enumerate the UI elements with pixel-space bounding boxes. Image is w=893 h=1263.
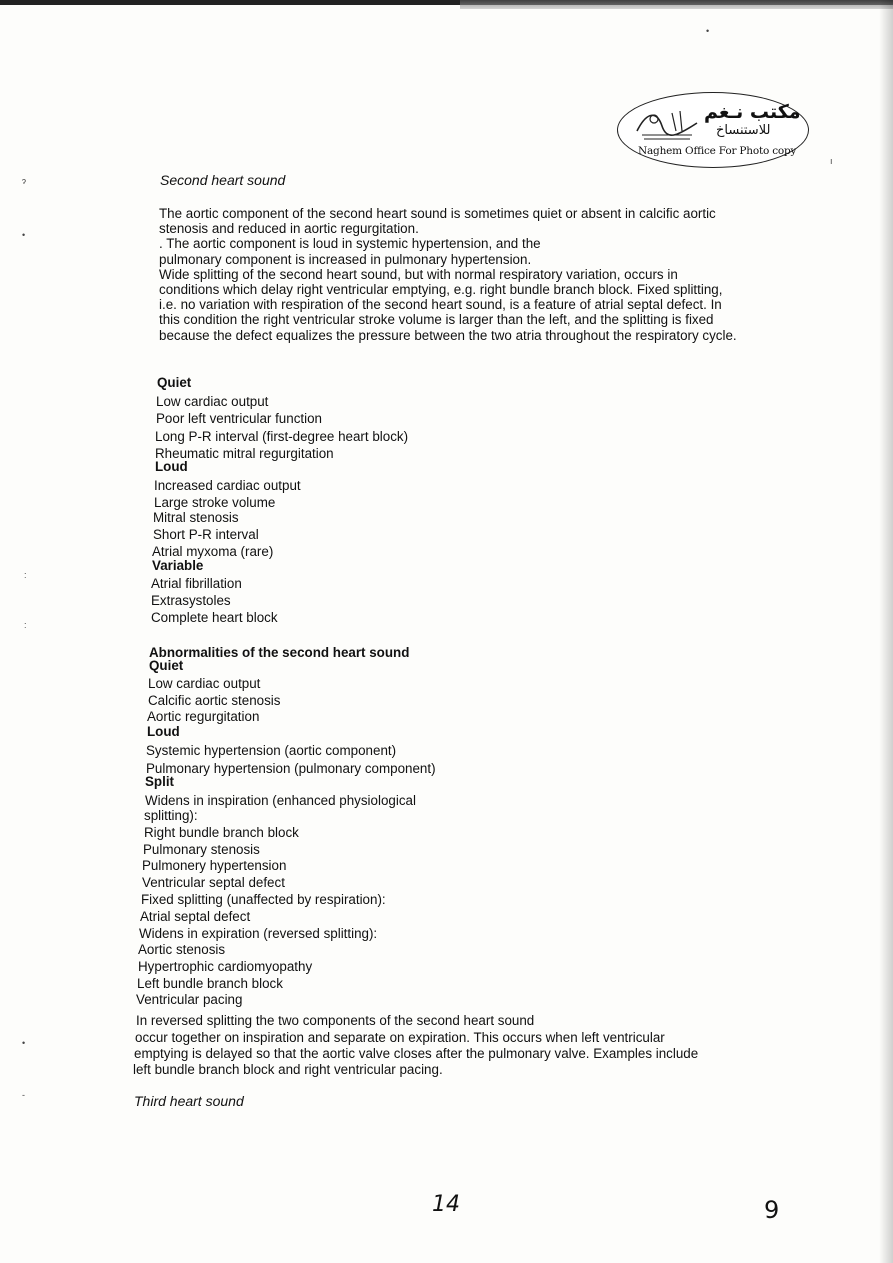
stamp-signature-icon bbox=[632, 101, 702, 143]
list-item: occur together on inspiration and separate on expiration. This occurs when left ventricular bbox=[135, 1030, 665, 1045]
list-item: Aortic stenosis bbox=[138, 942, 226, 957]
list-item: Low cardiac output bbox=[156, 394, 269, 409]
list-item: Rheumatic mitral regurgitation bbox=[155, 446, 334, 461]
paragraph-line: this condition the right ventricular stroke volume is larger than the left, and the splitting is fixed bbox=[159, 312, 714, 328]
margin-speck: : bbox=[24, 620, 27, 630]
scan-top-shadow bbox=[460, 0, 893, 9]
heading-loud: Loud bbox=[147, 724, 180, 739]
second-heart-sound-paragraph bbox=[159, 206, 779, 343]
list-item: Mitral stenosis bbox=[153, 510, 239, 525]
list-item: Short P-R interval bbox=[153, 527, 259, 542]
list-item: Widens in inspiration (enhanced physiological bbox=[145, 793, 416, 808]
stamp-english-text: Naghem Office For Photo copy bbox=[638, 145, 797, 157]
paragraph-line: The aortic component of the second heart sound is sometimes quiet or absent in calcific aortic bbox=[159, 206, 716, 221]
margin-speck: - bbox=[22, 1090, 25, 1100]
margin-speck: ɂ bbox=[22, 176, 27, 186]
list-item: Widens in expiration (reversed splitting): bbox=[139, 926, 378, 941]
page-number: 14 bbox=[432, 1192, 460, 1217]
section-title-third-heart-sound: Third heart sound bbox=[134, 1093, 244, 1109]
heading-loud: Loud bbox=[155, 459, 188, 474]
paragraph-line: i.e. no variation with respiration of the second heart sound, is a feature of atrial septal defect. In bbox=[159, 297, 722, 313]
list-item: Long P-R interval (first-degree heart block) bbox=[155, 429, 409, 444]
paragraph-line: stenosis and reduced in aortic regurgitation. bbox=[159, 221, 419, 237]
list-item: Hypertrophic cardiomyopathy bbox=[138, 959, 313, 974]
list-item: Complete heart block bbox=[151, 610, 278, 625]
list-item: splitting): bbox=[144, 808, 198, 823]
paragraph-line: . The aortic component is loud in systemic hypertension, and the bbox=[159, 236, 541, 252]
list-item: Low cardiac output bbox=[148, 676, 261, 691]
scan-right-shadow bbox=[879, 0, 893, 1263]
paragraph-line: Wide splitting of the second heart sound, but with normal respiratory variation, occurs in bbox=[159, 266, 678, 282]
list-item: Pulmonary hypertension (pulmonary component) bbox=[146, 761, 436, 776]
heading-quiet: Quiet bbox=[149, 658, 184, 673]
heading-abnormalities: Abnormalities of the second heart sound bbox=[149, 645, 410, 660]
list-item: Poor left ventricular function bbox=[156, 411, 322, 426]
list-item: Pulmonary stenosis bbox=[143, 842, 260, 857]
list-item: left bundle branch block and right ventricular pacing. bbox=[133, 1062, 443, 1077]
list-item: Extrasystoles bbox=[151, 593, 231, 608]
margin-speck: • bbox=[22, 230, 26, 240]
paragraph-line: conditions which delay right ventricular emptying, e.g. right bundle branch block. Fixed splitting, bbox=[159, 282, 723, 298]
heading-quiet: Quiet bbox=[157, 375, 192, 390]
list-item: Fixed splitting (unaffected by respiration): bbox=[141, 892, 386, 907]
list-item: Left bundle branch block bbox=[137, 976, 283, 991]
margin-speck: • bbox=[706, 26, 710, 36]
page-mark: 9 bbox=[764, 1196, 780, 1224]
heading-split: Split bbox=[145, 774, 175, 789]
list-item: Aortic regurgitation bbox=[147, 709, 260, 724]
list-item: In reversed splitting the two components of the second heart sound bbox=[136, 1013, 535, 1028]
paragraph-line: because the defect equalizes the pressure between the two atria throughout the respiratory cycle. bbox=[159, 327, 737, 343]
list-item: Increased cardiac output bbox=[154, 478, 301, 493]
office-stamp bbox=[617, 92, 809, 168]
list-item: Atrial fibrillation bbox=[151, 576, 242, 591]
list-item: Calcific aortic stenosis bbox=[148, 693, 281, 708]
list-item: Ventricular septal defect bbox=[142, 875, 285, 890]
list-item: emptying is delayed so that the aortic valve closes after the pulmonary valve. Examples include bbox=[134, 1046, 699, 1061]
list-item: Ventricular pacing bbox=[136, 992, 243, 1007]
list-item: Atrial myxoma (rare) bbox=[152, 544, 274, 559]
list-item: Systemic hypertension (aortic component) bbox=[146, 743, 397, 758]
margin-speck: ı bbox=[830, 156, 833, 166]
list-item: Pulmonery hypertension bbox=[142, 858, 287, 873]
list-item: Right bundle branch block bbox=[144, 825, 299, 840]
margin-speck: • bbox=[22, 1038, 26, 1048]
stamp-arabic-title: مكتب نـغم bbox=[704, 101, 801, 123]
heading-variable: Variable bbox=[152, 558, 204, 573]
section-title-second-heart-sound: Second heart sound bbox=[160, 172, 286, 188]
paragraph-line: pulmonary component is increased in pulmonary hypertension. bbox=[159, 251, 532, 267]
list-item: Atrial septal defect bbox=[140, 909, 251, 924]
margin-speck: : bbox=[24, 570, 27, 580]
stamp-arabic-subtitle: للاستنساخ bbox=[716, 123, 771, 138]
list-item: Large stroke volume bbox=[154, 495, 276, 510]
